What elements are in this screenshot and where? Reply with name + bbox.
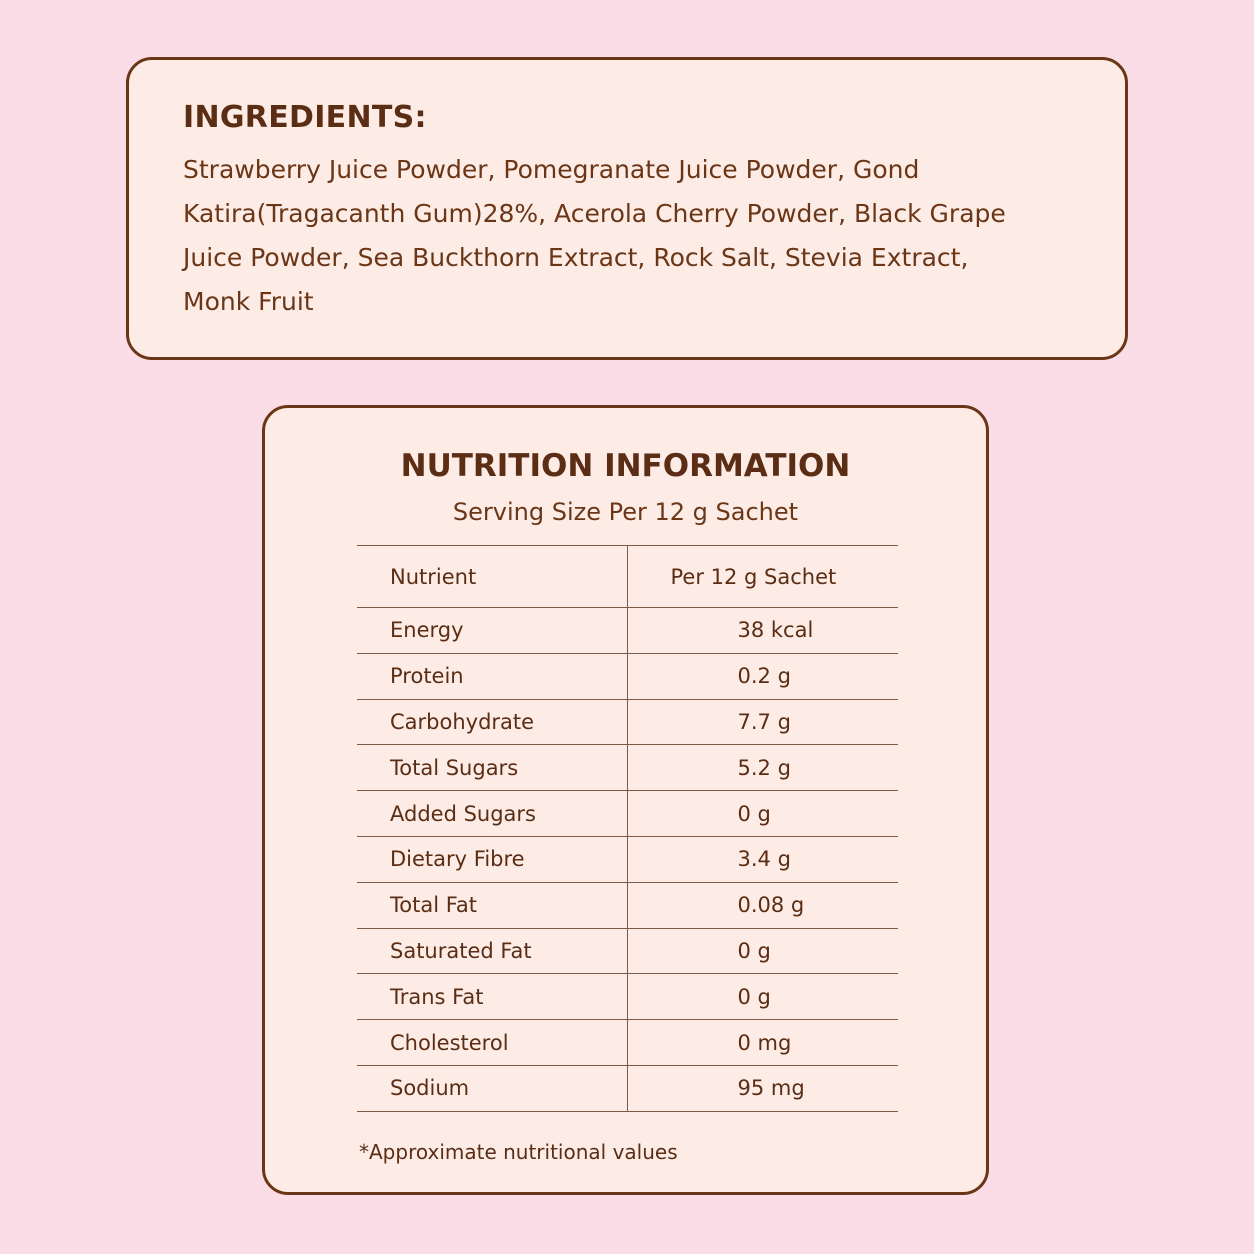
nutrient-value: 95 mg <box>627 1065 898 1111</box>
nutrient-value: 0 mg <box>627 1020 898 1066</box>
nutrition-title: NUTRITION INFORMATION <box>400 448 851 484</box>
nutrient-value: 3.4 g <box>627 836 898 882</box>
table-row <box>357 928 898 974</box>
nutrient-name: Total Sugars <box>357 745 627 791</box>
nutrient-value: 0 g <box>627 791 898 837</box>
nutrient-value: 0.2 g <box>627 653 898 699</box>
nutrient-name: Sodium <box>357 1065 627 1111</box>
header-nutrient: Nutrient <box>357 546 627 608</box>
ingredients-panel <box>126 57 1128 360</box>
header-per-sachet: Per 12 g Sachet <box>627 546 898 608</box>
table-row <box>357 699 898 745</box>
table-row <box>357 653 898 699</box>
nutrient-name: Saturated Fat <box>357 928 627 974</box>
ingredients-text: Strawberry Juice Powder, Pomegranate Juice Powder, Gond Katira(Tragacanth Gum)28%, Acerola Cherry Powder, Black Grape Juice Powder, Sea Buckthorn Extract, Rock Salt, Stevia Extract, Monk Fruit <box>183 155 1006 316</box>
table-row <box>357 1020 898 1066</box>
table-row <box>357 608 898 654</box>
serving-size: Serving Size Per 12 g Sachet <box>452 498 799 526</box>
nutrient-value: 0 g <box>627 974 898 1020</box>
nutrient-name: Cholesterol <box>357 1020 627 1066</box>
nutrient-name: Trans Fat <box>357 974 627 1020</box>
table-row <box>357 791 898 837</box>
nutrient-name: Dietary Fibre <box>357 836 627 882</box>
nutrient-name: Total Fat <box>357 882 627 928</box>
table-row <box>357 1065 898 1111</box>
table-row <box>357 882 898 928</box>
table-header-row <box>357 546 898 608</box>
nutrient-name: Energy <box>357 608 627 654</box>
table-row <box>357 836 898 882</box>
nutrient-name: Carbohydrate <box>357 699 627 745</box>
nutrient-value: 5.2 g <box>627 745 898 791</box>
nutrient-value: 0 g <box>627 928 898 974</box>
nutrient-name: Protein <box>357 653 627 699</box>
table-row <box>357 974 898 1020</box>
nutrient-value: 7.7 g <box>627 699 898 745</box>
table-row <box>357 745 898 791</box>
nutrient-name: Added Sugars <box>357 791 627 837</box>
nutrient-value: 38 kcal <box>627 608 898 654</box>
ingredients-title: INGREDIENTS: <box>183 100 427 135</box>
nutrient-value: 0.08 g <box>627 882 898 928</box>
nutrition-panel <box>262 405 989 1195</box>
footnote: *Approximate nutritional values <box>359 1140 678 1164</box>
nutrition-table <box>357 545 898 1112</box>
